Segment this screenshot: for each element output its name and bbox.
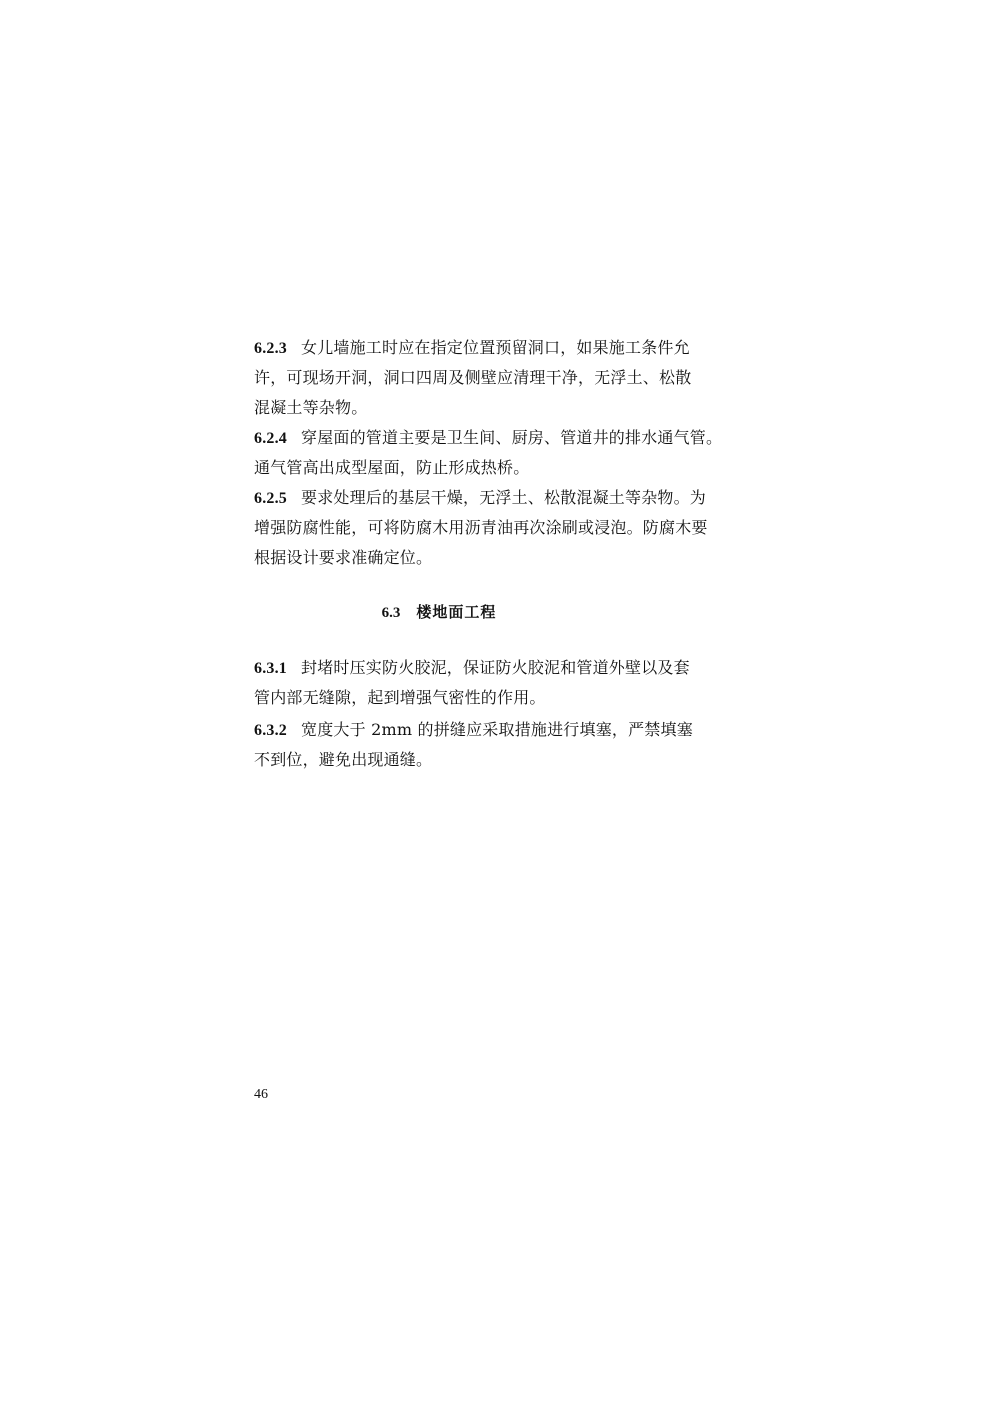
clause-number: 6.3.1	[254, 660, 287, 677]
section-6-2-3	[254, 333, 750, 423]
section-6-3-1	[254, 653, 750, 713]
clause-number: 6.2.3	[254, 340, 287, 357]
clause-number: 6.2.4	[254, 430, 287, 447]
heading-number: 6.3	[381, 605, 401, 621]
clause-text: 封堵时压实防火胶泥，保证防火胶泥和管道外壁以及套	[301, 658, 690, 677]
paragraph-line: 通气管高出成型屋面，防止形成热桥。	[254, 458, 530, 477]
paragraph-line: 许，可现场开洞，洞口四周及侧壁应清理干净，无浮土、松散	[254, 368, 692, 387]
section-6-3-2	[254, 715, 750, 775]
clause-number: 6.2.5	[254, 490, 287, 507]
clause-text: 女儿墙施工时应在指定位置预留洞口，如果施工条件允	[301, 338, 690, 357]
paragraph-line: 混凝土等杂物。	[254, 398, 368, 417]
paragraph-line	[254, 483, 750, 513]
clause-text: 要求处理后的基层干燥，无浮土、松散混凝土等杂物。为	[301, 488, 707, 507]
heading-title: 楼地面工程	[416, 603, 497, 621]
paragraph-line: 根据设计要求准确定位。	[254, 548, 433, 567]
paragraph-line	[254, 423, 750, 453]
paragraph-line	[254, 333, 750, 363]
paragraph-line	[254, 653, 750, 683]
clause-text: 宽度大于 2mm 的拼缝应采取措施进行填塞，严禁填塞	[301, 720, 693, 739]
section-6-2-4	[254, 423, 750, 483]
section-heading-6-3	[254, 599, 624, 626]
paragraph-line: 不到位，避免出现通缝。	[254, 750, 433, 769]
clause-number: 6.3.2	[254, 722, 287, 739]
paragraph-line: 管内部无缝隙，起到增强气密性的作用。	[254, 688, 546, 707]
paragraph-line	[254, 715, 750, 745]
page-number: 46	[254, 1087, 268, 1102]
paragraph-line: 增强防腐性能，可将防腐木用沥青油再次涂刷或浸泡。防腐木要	[254, 518, 708, 537]
clause-text: 穿屋面的管道主要是卫生间、厨房、管道井的排水通气管。	[301, 428, 723, 447]
section-6-2-5	[254, 483, 750, 573]
